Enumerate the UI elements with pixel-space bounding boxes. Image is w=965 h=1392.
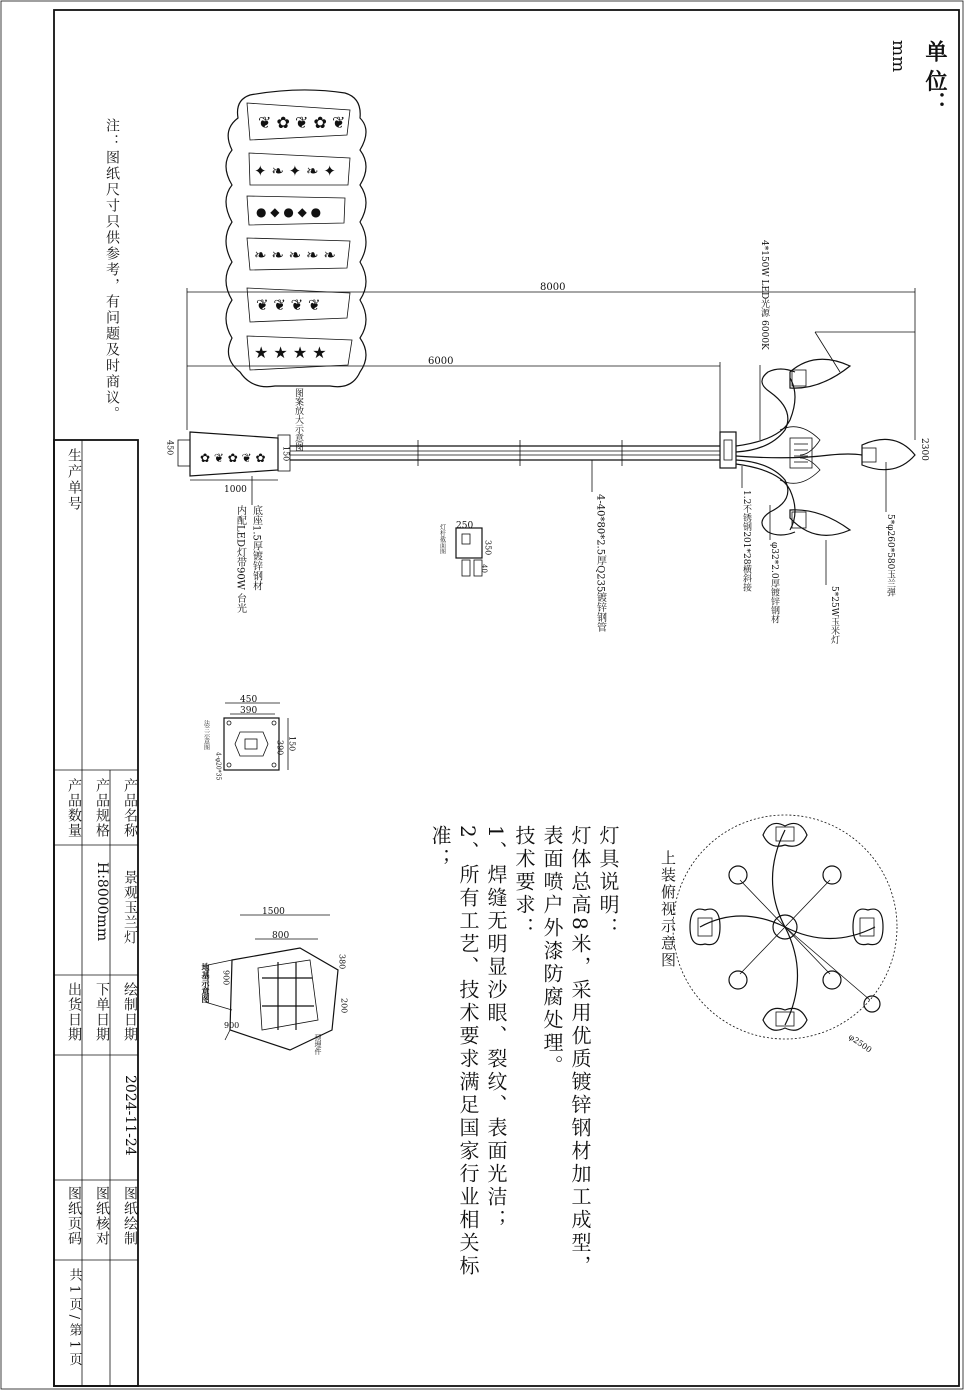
svg-text:★ ★ ★ ★: ★ ★ ★ ★: [254, 343, 327, 362]
product-spec-label: 产品规格: [94, 778, 110, 838]
pattern-strip: [247, 103, 352, 370]
dimension-text-2: 450: [165, 440, 175, 456]
svg-text:● ◆ ● ◆ ●: ● ◆ ● ◆ ●: [256, 205, 322, 219]
product-spec-value: H:8000mm: [94, 862, 110, 942]
dimension-text-17: 380: [337, 954, 347, 970]
draw-date-value: 2024-11-24: [122, 1075, 138, 1156]
desc-req2: 2、所有工艺、技术要求满足国家行业相关标: [456, 825, 480, 1278]
dimension-text-9: 450: [240, 695, 258, 705]
dimension-text-11: 150: [287, 736, 297, 752]
foundation-detail: [200, 907, 349, 1056]
label-corn-lamp: 5*25W玉米灯: [829, 586, 839, 644]
product-name-value: 景观玉兰灯: [122, 870, 138, 945]
label-base-led: 内配LED灯带90W 台光: [234, 505, 246, 614]
note-text: 注：图纸尺寸只供参考，有问题及时商议。: [104, 118, 120, 422]
page-value: 共 1 页 / 第 1 页: [66, 1268, 82, 1366]
foundation-caption: 地基示意图: [201, 963, 211, 1003]
unit-label: 单 位：: [922, 40, 948, 114]
dimension-pole-length: [187, 356, 720, 432]
unit-value: mm: [888, 40, 908, 73]
label-base-material: 底座1.5厚镀锌钢材: [250, 505, 262, 591]
dimension-text-4: 1000: [224, 485, 247, 495]
desc-line1: 灯体总高8米，采用优质镀锌钢材加工成型，: [568, 825, 592, 1278]
ship-date-label: 出货日期: [66, 982, 82, 1042]
top-view-title: 上装俯视示意图: [659, 850, 677, 969]
dimension-text-16: 900: [224, 1021, 240, 1030]
desc-req2b: 准；: [428, 825, 452, 871]
dimension-text-19: φ2500: [846, 1032, 874, 1055]
dimension-text-8: 40: [480, 564, 488, 573]
svg-text:✿ ❦ ✿ ❦ ✿: ✿ ❦ ✿ ❦ ✿: [200, 451, 266, 465]
svg-text:❦ ✿ ❦ ✿ ❦: ❦ ✿ ❦ ✿ ❦: [258, 113, 346, 132]
dimension-text-6: 250: [456, 521, 474, 531]
flange-caption: 法兰示意图: [202, 720, 210, 750]
svg-text:❧ ❧ ❧ ❧ ❧: ❧ ❧ ❧ ❧ ❧: [254, 246, 336, 264]
page-label: 图纸页码: [66, 1186, 82, 1246]
desc-line2: 表面喷户外漆防腐处理。: [540, 825, 564, 1078]
dimension-text-18: 200: [339, 998, 349, 1014]
flange-detail: [203, 695, 297, 780]
checked-by-label: 图纸核对: [94, 1186, 110, 1246]
dimension-text-12: 390: [275, 740, 285, 756]
dimension-text-0: 8000: [540, 282, 566, 293]
pattern-callout: [226, 90, 366, 452]
foundation-tag: 预埋件: [314, 1034, 322, 1055]
pattern-caption: 图案放大示意图: [293, 388, 303, 451]
dimension-text-15: 900: [221, 970, 231, 986]
top-view: [659, 815, 897, 1055]
dimension-text-3: 150: [281, 446, 291, 462]
flange-bolts: 4-φ20*35: [214, 752, 222, 781]
desc-req1: 1、焊缝无明显沙眼、裂纹、表面光洁；: [484, 825, 508, 1232]
dimension-text-14: 800: [272, 931, 290, 941]
label-led-source: 4*150W LED光源 6000K: [759, 240, 769, 350]
arm-section-detail: [439, 521, 493, 576]
product-qty-label: 产品数量: [66, 778, 82, 838]
svg-text:❦ ❦ ❦ ❦: ❦ ❦ ❦ ❦: [256, 296, 321, 314]
pole-elevation: [166, 432, 737, 495]
outer-frame: [1, 1, 963, 1389]
drawn-by-label: 图纸绘制: [122, 1186, 138, 1246]
description-block: [428, 825, 620, 1278]
label-stainless-strip: 1.2不锈钢201*28横斜接: [741, 490, 751, 592]
label-main-pole: 4-40*80*2.5厚Q235镀锌钢管: [594, 494, 606, 633]
product-name-label: 产品名称: [122, 778, 138, 838]
draw-date-label: 绘制日期: [122, 982, 138, 1042]
desc-req-title: 技术要求：: [512, 825, 536, 940]
svg-text:✦ ❧ ✦ ❧ ✦: ✦ ❧ ✦ ❧ ✦: [254, 162, 336, 180]
dimension-text-10: 390: [240, 706, 258, 716]
arm-caption: 灯杆截面图: [438, 524, 446, 554]
lamp-head: [736, 332, 929, 535]
desc-title: 灯具说明：: [596, 825, 620, 940]
order-date-label: 下单日期: [94, 982, 110, 1042]
dimension-text-5: 2300: [919, 438, 929, 461]
order-no-label: 生产单号: [66, 448, 82, 512]
dimension-text-7: 350: [483, 540, 493, 556]
title-block: [54, 440, 138, 1386]
label-pipe-32: φ32*2.0厚镀锌钢材: [769, 542, 779, 624]
dimension-text-1: 6000: [428, 356, 454, 367]
dimension-text-13: 1500: [262, 907, 285, 917]
callouts-pole: [235, 240, 896, 644]
label-magnolia-shell: 5*φ260*580玉兰弹: [885, 514, 895, 597]
